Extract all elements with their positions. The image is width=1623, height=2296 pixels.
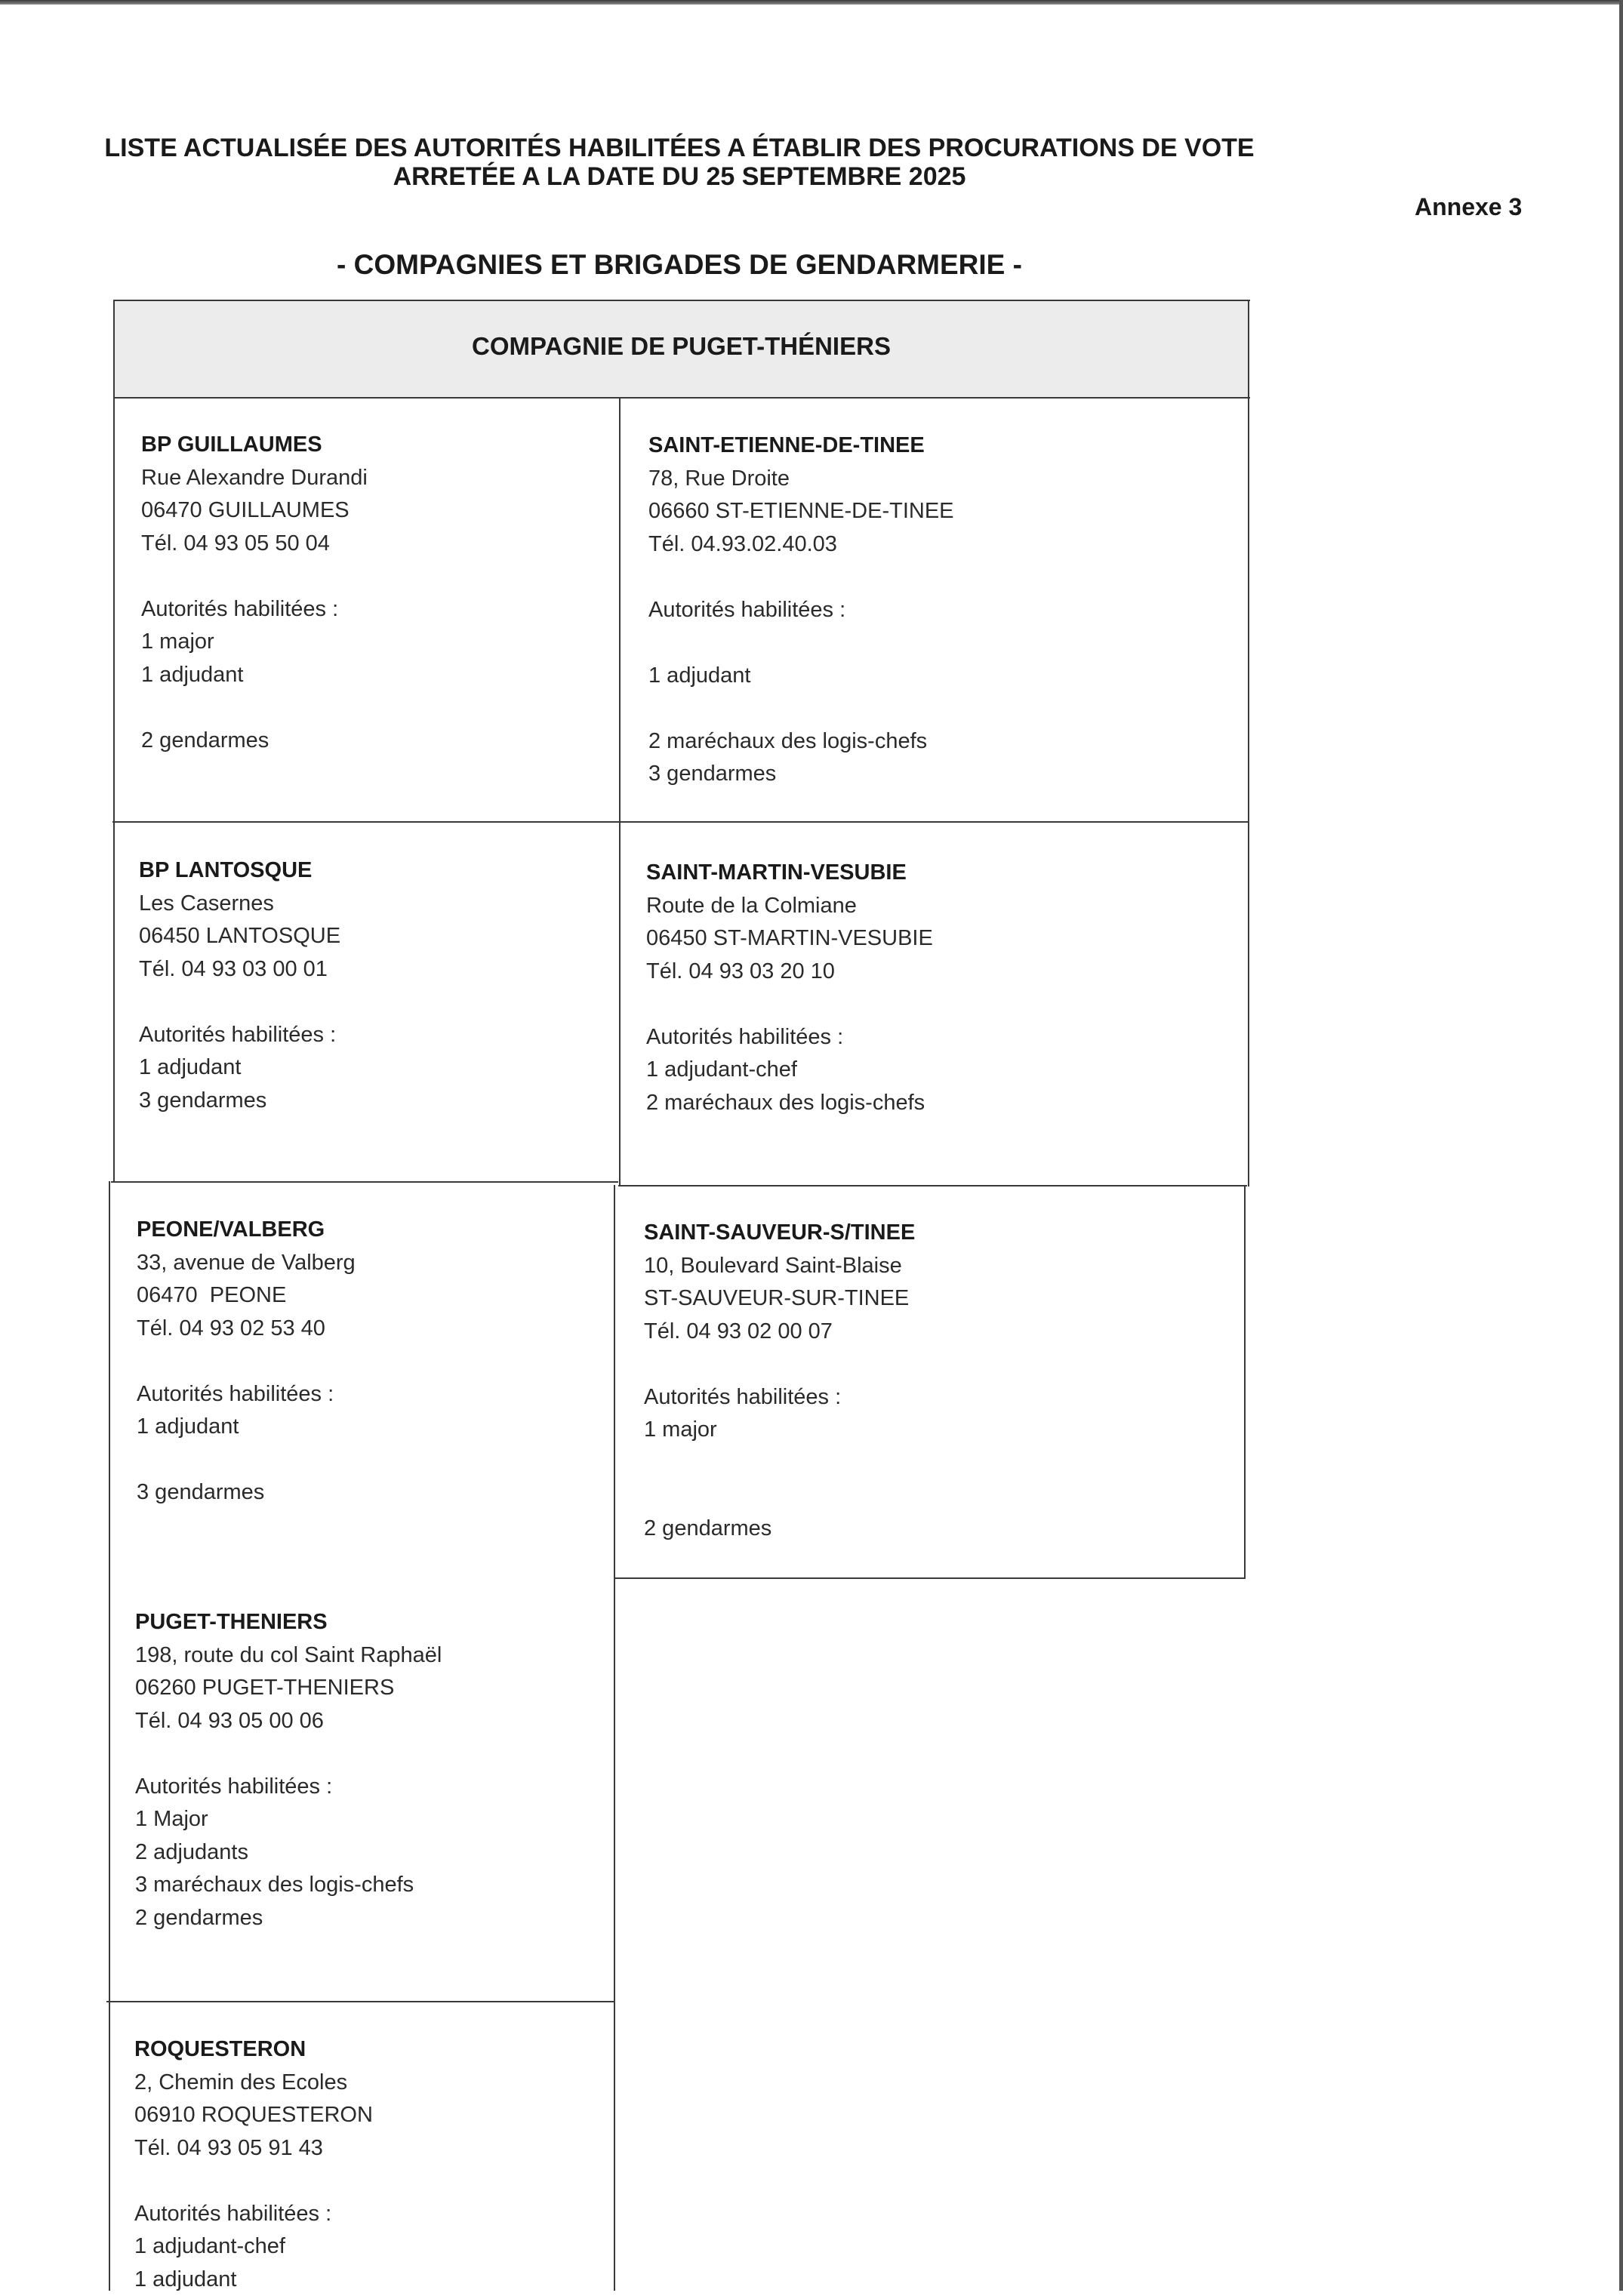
- brigade-city: 06450 ST-MARTIN-VESUBIE: [646, 922, 933, 956]
- company-name: COMPAGNIE DE PUGET-THÉNIERS: [114, 332, 1249, 361]
- section-subtitle: - COMPAGNIES ET BRIGADES DE GENDARMERIE -: [113, 249, 1246, 281]
- brigade-cell-lantosque: [139, 854, 340, 1117]
- authority-item: 1 adjudant: [137, 1411, 356, 1444]
- authority-item: 1 major: [644, 1414, 915, 1447]
- brigade-address: Rue Alexandre Durandi: [141, 462, 368, 495]
- brigade-address: 78, Rue Droite: [648, 463, 954, 496]
- authority-item: 1 adjudant-chef: [134, 2230, 373, 2264]
- column-divider: [614, 1185, 615, 2291]
- authorities-label: Autorités habilitées :: [134, 2198, 373, 2231]
- brigade-name: ROQUESTERON: [134, 2033, 373, 2067]
- authorities-label: Autorités habilitées :: [646, 1021, 933, 1054]
- authority-item: 1 adjudant: [134, 2264, 373, 2296]
- brigade-cell-saint-martin: [646, 857, 933, 1119]
- brigade-phone: Tél. 04 93 05 50 04: [141, 528, 368, 561]
- brigade-address: 198, route du col Saint Raphaël: [135, 1639, 442, 1673]
- brigade-address: Route de la Colmiane: [646, 890, 933, 923]
- brigade-city: 06260 PUGET-THENIERS: [135, 1672, 442, 1705]
- authority-item: 1 adjudant: [648, 660, 954, 693]
- brigade-cell-peone: [137, 1214, 356, 1510]
- table-border-left: [113, 300, 115, 1183]
- authority-item: 2 maréchaux des logis-chefs: [648, 725, 954, 759]
- brigade-city: ST-SAUVEUR-SUR-TINEE: [644, 1282, 915, 1316]
- authority-item: 1 major: [141, 626, 368, 659]
- brigade-cell-saint-sauveur: [644, 1217, 915, 1545]
- brigade-phone: Tél. 04 93 02 00 07: [644, 1316, 915, 1349]
- brigade-name: BP LANTOSQUE: [139, 854, 340, 888]
- authorities-label: Autorités habilitées :: [648, 594, 954, 627]
- brigade-city: 06910 ROQUESTERON: [134, 2099, 373, 2132]
- document-title-line-1: LISTE ACTUALISÉE DES AUTORITÉS HABILITÉES A ÉTABLIR DES PROCURATIONS DE VOTE: [30, 133, 1329, 163]
- brigade-address: 2, Chemin des Ecoles: [134, 2067, 373, 2100]
- table-border-right: [1248, 300, 1249, 1186]
- brigade-address: 33, avenue de Valberg: [137, 1247, 356, 1280]
- brigade-name: SAINT-SAUVEUR-S/TINEE: [644, 1217, 915, 1250]
- brigade-address: 10, Boulevard Saint-Blaise: [644, 1250, 915, 1283]
- brigade-cell-saint-etienne: [648, 429, 954, 791]
- brigade-phone: Tél. 04 93 03 20 10: [646, 956, 933, 989]
- brigade-name: PUGET-THENIERS: [135, 1606, 442, 1639]
- authority-item: 1 adjudant: [139, 1051, 340, 1085]
- row-divider: [618, 1185, 1247, 1186]
- row-divider: [112, 821, 1249, 823]
- authority-item: 2 maréchaux des logis-chefs: [646, 1087, 933, 1120]
- table-border-right: [1244, 1185, 1246, 1579]
- authority-item: 1 Major: [135, 1803, 442, 1836]
- brigade-city: 06470 GUILLAUMES: [141, 494, 368, 528]
- brigade-city: 06470 PEONE: [137, 1279, 356, 1313]
- authority-item: 3 maréchaux des logis-chefs: [135, 1869, 442, 1902]
- table-border-left: [109, 1181, 110, 2291]
- brigade-address: Les Casernes: [139, 888, 340, 921]
- brigade-cell-roquesteron: [134, 2033, 373, 2296]
- brigade-phone: Tél. 04.93.02.40.03: [648, 528, 954, 562]
- brigade-cell-guillaumes: [141, 429, 368, 757]
- row-divider: [106, 2001, 614, 2002]
- brigade-phone: Tél. 04 93 05 91 43: [134, 2132, 373, 2165]
- authorities-label: Autorités habilitées :: [139, 1019, 340, 1052]
- authorities-label: Autorités habilitées :: [644, 1381, 915, 1414]
- row-divider: [615, 1577, 1246, 1579]
- authority-item: 2 gendarmes: [135, 1902, 442, 1935]
- scan-border-right: [1619, 0, 1623, 2291]
- authority-item: 3 gendarmes: [137, 1476, 356, 1510]
- brigade-cell-puget-theniers: [135, 1606, 442, 1934]
- brigade-city: 06450 LANTOSQUE: [139, 920, 340, 953]
- brigade-phone: Tél. 04 93 02 53 40: [137, 1313, 356, 1346]
- header-divider: [114, 397, 1250, 399]
- authority-item: 2 adjudants: [135, 1836, 442, 1870]
- brigade-name: BP GUILLAUMES: [141, 429, 368, 462]
- table-border-top: [114, 300, 1250, 301]
- authority-item: 2 gendarmes: [141, 725, 368, 758]
- authority-item: 2 gendarmes: [644, 1513, 915, 1546]
- authorities-label: Autorités habilitées :: [141, 593, 368, 626]
- column-divider: [619, 398, 621, 1186]
- brigade-name: SAINT-MARTIN-VESUBIE: [646, 857, 933, 890]
- scan-border-top: [0, 0, 1623, 5]
- authorities-label: Autorités habilitées :: [135, 1771, 442, 1804]
- authorities-label: Autorités habilitées :: [137, 1378, 356, 1411]
- annex-label: Annexe 3: [1415, 193, 1522, 221]
- authority-item: 1 adjudant-chef: [646, 1054, 933, 1087]
- brigade-phone: Tél. 04 93 05 00 06: [135, 1705, 442, 1738]
- brigade-phone: Tél. 04 93 03 00 01: [139, 953, 340, 986]
- authority-item: 3 gendarmes: [139, 1085, 340, 1118]
- brigade-name: SAINT-ETIENNE-DE-TINEE: [648, 429, 954, 463]
- authority-item: 1 adjudant: [141, 659, 368, 692]
- row-divider: [111, 1181, 618, 1183]
- brigade-city: 06660 ST-ETIENNE-DE-TINEE: [648, 495, 954, 528]
- document-title-line-2: ARRETÉE A LA DATE DU 25 SEPTEMBRE 2025: [30, 162, 1329, 192]
- brigade-name: PEONE/VALBERG: [137, 1214, 356, 1247]
- authority-item: 3 gendarmes: [648, 758, 954, 791]
